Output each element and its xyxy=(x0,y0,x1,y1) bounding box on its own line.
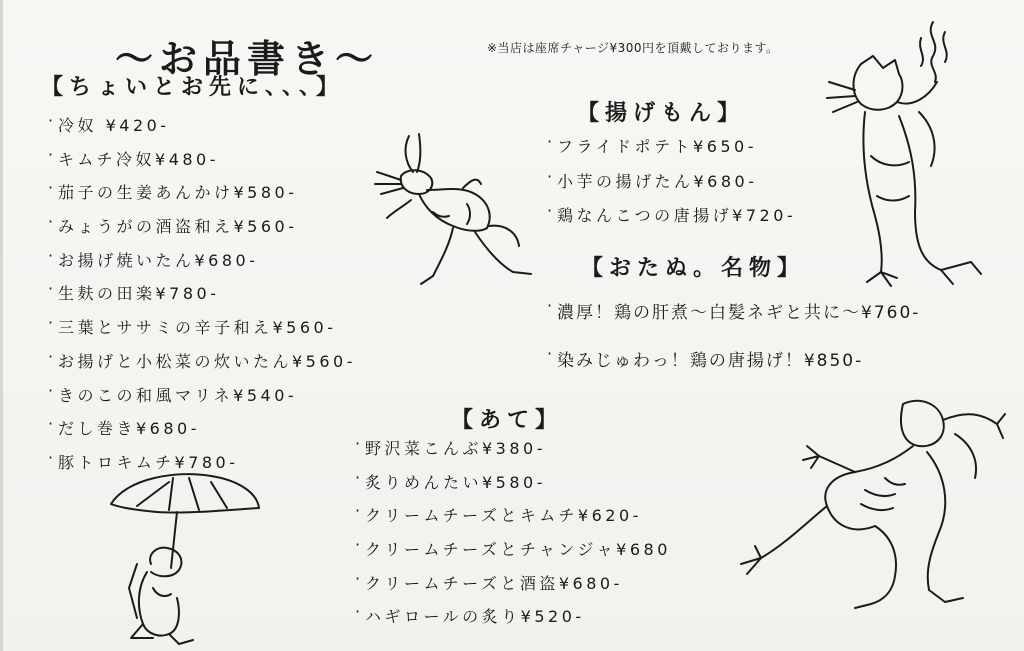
menu-title: 〜お品書き〜 xyxy=(115,37,380,81)
agemon-item-list xyxy=(557,134,796,238)
menu-item: · 染みじゅわっ！鶏の唐揚げ！¥850- xyxy=(557,346,920,394)
section-heading-ate: 【あて】 xyxy=(451,408,564,433)
menu-item: · 小芋の揚げたん¥680- xyxy=(557,169,796,204)
menu-item: · キムチ冷奴¥480- xyxy=(58,147,356,181)
frog-with-leaf-illustration xyxy=(107,468,263,646)
menu-item: · お揚げと小松菜の炊いたん¥560- xyxy=(58,349,356,383)
rabbit-illustration xyxy=(371,128,546,298)
menu-item: · 野沢菜こんぶ¥380- xyxy=(365,436,671,470)
menu-item: · クリームチーズとキムチ¥620- xyxy=(365,503,671,537)
menu-item: · お揚げ焼いたん¥680- xyxy=(58,248,356,282)
choi-item-list xyxy=(58,113,356,484)
ate-item-list xyxy=(365,436,671,638)
menu-item: · 濃厚！鶏の肝煮〜白髪ネギと共に〜¥760- xyxy=(557,298,920,346)
menu-item: · 冷奴 ¥420- xyxy=(58,113,356,147)
section-heading-meibutsu: 【おたぬ。名物】 xyxy=(581,256,806,281)
menu-item: · 豚トロキムチ¥780- xyxy=(58,450,356,484)
section-heading-agemon: 【揚げもん】 xyxy=(577,101,746,126)
menu-item: · きのこの和風マリネ¥540- xyxy=(58,383,356,417)
menu-item: · クリームチーズとチャンジャ¥680 xyxy=(365,537,671,571)
menu-item: · ハギロールの炙り¥520- xyxy=(365,604,671,638)
menu-item: · 生麸の田楽¥780- xyxy=(58,281,356,315)
menu-item: · 三葉とササミの辛子和え¥560- xyxy=(58,315,356,349)
cover-charge-note: ※当店は座席チャージ¥300円を頂戴しております。 xyxy=(487,41,779,55)
menu-item: · 鶏なんこつの唐揚げ¥720- xyxy=(557,203,796,238)
menu-item: · みょうがの酒盗和え¥560- xyxy=(58,214,356,248)
menu-item: · だし巻き¥680- xyxy=(58,416,356,450)
menu-item: · フライドポテト¥650- xyxy=(557,134,796,169)
meibutsu-item-list xyxy=(557,298,920,394)
section-heading-choi: 【ちょいとお先に、、、】 xyxy=(41,75,345,100)
menu-item: · クリームチーズと酒盗¥680- xyxy=(365,571,671,605)
menu-item: · 炙りめんたい¥580- xyxy=(365,470,671,504)
menu-item: · 茄子の生姜あんかけ¥580- xyxy=(58,180,356,214)
fox-illustration xyxy=(821,16,991,292)
dancing-frog-illustration xyxy=(735,394,1007,620)
